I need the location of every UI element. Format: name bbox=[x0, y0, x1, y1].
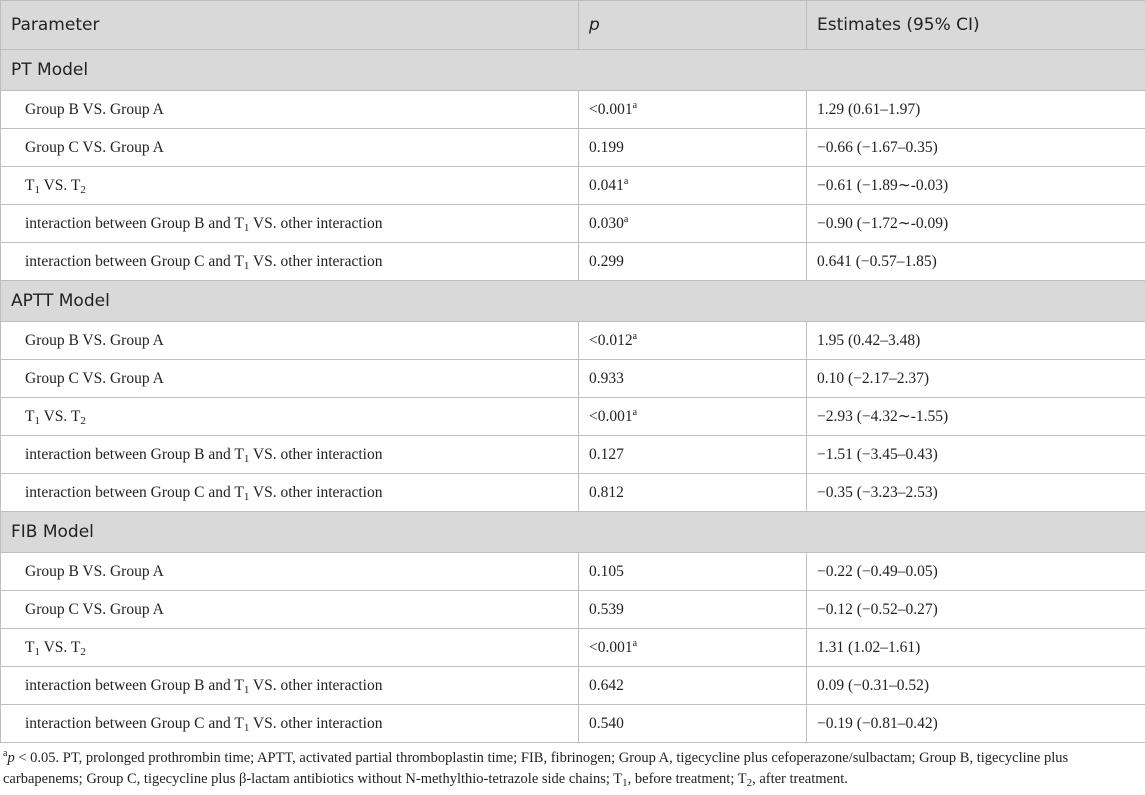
estimate-cell: −1.51 (−3.45–0.43) bbox=[807, 436, 1145, 474]
parameter-cell bbox=[1, 398, 579, 436]
p-value-cell bbox=[579, 436, 807, 474]
estimate-cell: 1.29 (0.61–1.97) bbox=[807, 91, 1145, 129]
p-value: <0.012 bbox=[589, 331, 633, 349]
estimate-cell: −0.12 (−0.52–0.27) bbox=[807, 591, 1145, 629]
parameter-cell bbox=[1, 474, 579, 512]
table-row bbox=[1, 360, 1145, 398]
table-row bbox=[1, 629, 1145, 667]
parameter-pre: interaction between Group B and T bbox=[25, 445, 244, 463]
p-value: 0.041 bbox=[589, 176, 624, 194]
estimate-cell: 1.31 (1.02–1.61) bbox=[807, 629, 1145, 667]
p-value-cell bbox=[579, 591, 807, 629]
parameter-pre: T bbox=[25, 407, 35, 425]
parameter-mid: VS. other interaction bbox=[249, 714, 383, 732]
p-value-cell bbox=[579, 553, 807, 591]
parameter-pre: interaction between Group C and T bbox=[25, 252, 244, 270]
table-row bbox=[1, 474, 1145, 512]
parameter-cell bbox=[1, 91, 579, 129]
table-row bbox=[1, 167, 1145, 205]
p-value-cell bbox=[579, 705, 807, 743]
p-value: 0.199 bbox=[589, 138, 624, 156]
header-p: p bbox=[579, 1, 807, 50]
parameter-sub2: 2 bbox=[80, 414, 86, 427]
estimate-cell: −0.66 (−1.67–0.35) bbox=[807, 129, 1145, 167]
significance-marker: a bbox=[623, 175, 629, 187]
parameter-cell bbox=[1, 553, 579, 591]
p-value: 0.299 bbox=[589, 252, 624, 270]
parameter-mid: VS. other interaction bbox=[249, 483, 383, 501]
parameter-pre: interaction between Group B and T bbox=[25, 214, 244, 232]
parameter-pre: Group B VS. Group A bbox=[25, 562, 164, 580]
p-value: <0.001 bbox=[589, 638, 633, 656]
parameter-mid: VS. other interaction bbox=[249, 676, 383, 694]
p-value: 0.812 bbox=[589, 483, 624, 501]
p-value-cell bbox=[579, 129, 807, 167]
p-value: 0.127 bbox=[589, 445, 624, 463]
parameter-sub1: 1 bbox=[34, 414, 40, 427]
table-row bbox=[1, 667, 1145, 705]
parameter-cell bbox=[1, 322, 579, 360]
section-title: APTT Model bbox=[1, 281, 1145, 322]
estimate-cell: 0.641 (−0.57–1.85) bbox=[807, 243, 1145, 281]
parameter-pre: T bbox=[25, 176, 35, 194]
table-row bbox=[1, 398, 1145, 436]
p-value-cell bbox=[579, 322, 807, 360]
footnote-sub1: 1 bbox=[622, 777, 628, 789]
p-value: 0.105 bbox=[589, 562, 624, 580]
parameter-cell bbox=[1, 360, 579, 398]
p-value: 0.933 bbox=[589, 369, 624, 387]
p-value: 0.030 bbox=[589, 214, 624, 232]
significance-marker: a bbox=[632, 330, 638, 342]
significance-marker: a bbox=[632, 406, 638, 418]
estimate-cell: −0.90 (−1.72∼-0.09) bbox=[807, 205, 1145, 243]
section-title: PT Model bbox=[1, 50, 1145, 91]
parameter-pre: Group B VS. Group A bbox=[25, 100, 164, 118]
estimate-cell: 0.10 (−2.17–2.37) bbox=[807, 360, 1145, 398]
parameter-sub2: 2 bbox=[80, 645, 86, 658]
parameter-cell bbox=[1, 205, 579, 243]
estimate-cell: −0.22 (−0.49–0.05) bbox=[807, 553, 1145, 591]
estimate-cell: 0.09 (−0.31–0.52) bbox=[807, 667, 1145, 705]
parameter-mid: VS. T bbox=[39, 176, 81, 194]
significance-marker: a bbox=[632, 637, 638, 649]
parameter-cell bbox=[1, 436, 579, 474]
header-estimates: Estimates (95% CI) bbox=[807, 1, 1145, 50]
table-row bbox=[1, 129, 1145, 167]
header-parameter: Parameter bbox=[1, 1, 579, 50]
footnote-text: , before treatment; T bbox=[627, 771, 747, 787]
table-row bbox=[1, 205, 1145, 243]
table-row bbox=[1, 243, 1145, 281]
p-value: 0.540 bbox=[589, 714, 624, 732]
parameter-sub1: 1 bbox=[243, 683, 250, 696]
p-value-cell bbox=[579, 398, 807, 436]
parameter-sub1: 1 bbox=[243, 452, 250, 465]
table-row bbox=[1, 436, 1145, 474]
p-value-cell bbox=[579, 629, 807, 667]
table-footnote bbox=[0, 743, 1145, 790]
p-value: <0.001 bbox=[589, 100, 633, 118]
section-header-row bbox=[1, 50, 1145, 91]
table-row bbox=[1, 705, 1145, 743]
table-row bbox=[1, 91, 1145, 129]
parameter-cell bbox=[1, 705, 579, 743]
table-row bbox=[1, 591, 1145, 629]
estimate-cell: −0.19 (−0.81–0.42) bbox=[807, 705, 1145, 743]
parameter-sub2: 2 bbox=[80, 183, 86, 196]
section-header-row bbox=[1, 512, 1145, 553]
table-row bbox=[1, 553, 1145, 591]
p-value: <0.001 bbox=[589, 407, 633, 425]
parameter-sub1: 1 bbox=[243, 721, 250, 734]
parameter-mid: VS. other interaction bbox=[249, 214, 383, 232]
parameter-pre: interaction between Group C and T bbox=[25, 714, 244, 732]
p-value-cell bbox=[579, 91, 807, 129]
parameter-pre: Group B VS. Group A bbox=[25, 331, 164, 349]
parameter-sub1: 1 bbox=[243, 259, 250, 272]
footnote-text: < 0.05. PT, prolonged prothrombin time; APTT, activated partial thromboplastin time; FIB, fibrinogen; Group A, tigecycline plus cefoperazone/sulbactam; Group B, tigecycline plus carbapenems; Group C, tigecycline plus β-lactam antibiotics without N-methylthio-tetrazole side chains; T bbox=[3, 750, 1069, 787]
table-row bbox=[1, 322, 1145, 360]
parameter-mid: VS. T bbox=[39, 638, 81, 656]
footnote-marker: a bbox=[3, 748, 8, 759]
parameter-mid: VS. other interaction bbox=[249, 445, 383, 463]
parameter-mid: VS. T bbox=[39, 407, 81, 425]
significance-marker: a bbox=[632, 99, 638, 111]
parameter-cell bbox=[1, 243, 579, 281]
parameter-pre: Group C VS. Group A bbox=[25, 600, 164, 618]
section-header-row bbox=[1, 281, 1145, 322]
parameter-cell bbox=[1, 129, 579, 167]
p-value-cell bbox=[579, 167, 807, 205]
estimate-cell: −0.35 (−3.23–2.53) bbox=[807, 474, 1145, 512]
parameter-sub1: 1 bbox=[34, 183, 40, 196]
parameter-sub1: 1 bbox=[243, 221, 250, 234]
parameter-cell bbox=[1, 667, 579, 705]
section-title: FIB Model bbox=[1, 512, 1145, 553]
estimate-cell: 1.95 (0.42–3.48) bbox=[807, 322, 1145, 360]
p-value-cell bbox=[579, 205, 807, 243]
parameter-pre: Group C VS. Group A bbox=[25, 138, 164, 156]
parameter-cell bbox=[1, 591, 579, 629]
parameter-pre: Group C VS. Group A bbox=[25, 369, 164, 387]
parameter-pre: interaction between Group B and T bbox=[25, 676, 244, 694]
p-value-cell bbox=[579, 360, 807, 398]
parameter-cell bbox=[1, 629, 579, 667]
footnote-text: , after treatment. bbox=[752, 771, 848, 787]
footnote-sub2: 2 bbox=[746, 777, 753, 789]
p-value-cell bbox=[579, 667, 807, 705]
estimate-cell: −0.61 (−1.89∼-0.03) bbox=[807, 167, 1145, 205]
parameter-cell bbox=[1, 167, 579, 205]
parameter-mid: VS. other interaction bbox=[249, 252, 383, 270]
p-value-cell bbox=[579, 474, 807, 512]
p-value-cell bbox=[579, 243, 807, 281]
footnote-p: p bbox=[7, 750, 15, 766]
parameter-sub1: 1 bbox=[243, 490, 250, 503]
p-value: 0.642 bbox=[589, 676, 624, 694]
parameter-pre: T bbox=[25, 638, 35, 656]
estimate-cell: −2.93 (−4.32∼-1.55) bbox=[807, 398, 1145, 436]
p-value: 0.539 bbox=[589, 600, 624, 618]
significance-marker: a bbox=[623, 213, 629, 225]
parameter-pre: interaction between Group C and T bbox=[25, 483, 244, 501]
table-header-row bbox=[1, 1, 1145, 50]
parameter-sub1: 1 bbox=[34, 645, 40, 658]
